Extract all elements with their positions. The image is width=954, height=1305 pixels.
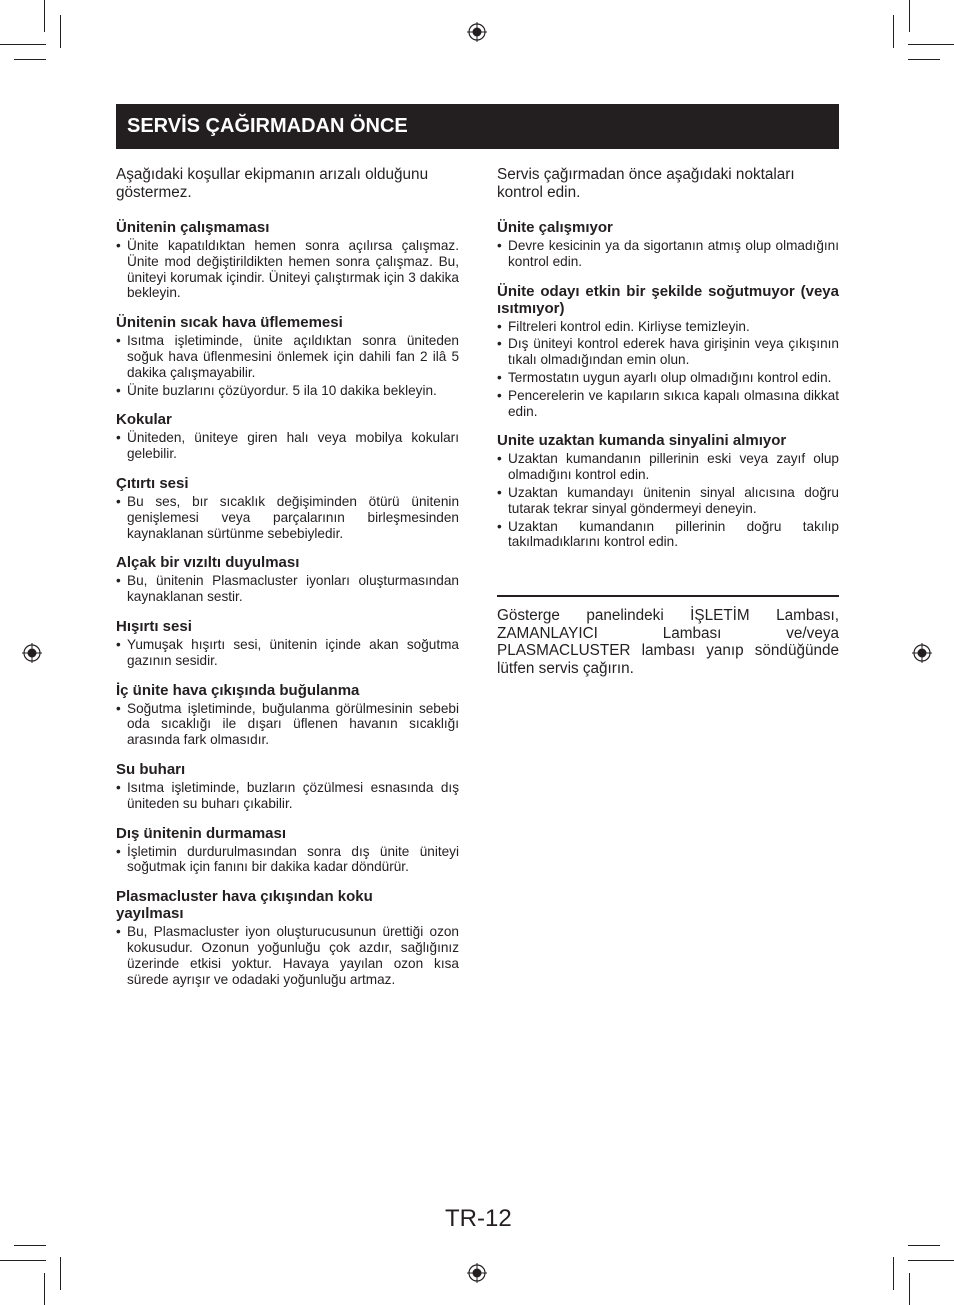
list-item bbox=[497, 319, 839, 335]
right-intro: Servis çağırmadan önce aşağıdaki noktaları kontrol edin. bbox=[497, 166, 795, 201]
bullet: • bbox=[116, 493, 121, 509]
crop-mark bbox=[909, 0, 910, 32]
trouble-section bbox=[116, 475, 459, 541]
crop-mark bbox=[908, 59, 940, 60]
section-title: Kokular bbox=[116, 411, 172, 429]
bullet-list bbox=[116, 780, 459, 812]
section-title: Çıtırtı sesi bbox=[116, 474, 189, 492]
list-item bbox=[116, 333, 459, 380]
crop-mark bbox=[0, 44, 46, 45]
crop-mark bbox=[0, 1260, 46, 1261]
crop-mark bbox=[893, 15, 894, 48]
list-item-text: Ünite kapatıldıktan hemen sonra açılırsa çalışmaz. Ünite mod değiştirildikten hemen sonra çalışmaz. Bu, üniteyi korumak içindir. Üniteyi çalıştırmak için 3 dakika bekleyin. bbox=[127, 238, 459, 301]
crop-mark bbox=[14, 1245, 46, 1246]
bullet: • bbox=[116, 924, 121, 940]
section-title: Su buharı bbox=[116, 760, 186, 778]
section-title: Ünite çalışmıyor bbox=[497, 219, 613, 236]
list-item-text: Soğutma işletiminde, buğulanma görülmesinin sebebi oda sıcaklığı ile dışarı üflenen havanın sıcaklığı arasında fark olmasıdır. bbox=[127, 700, 459, 748]
list-item-text: Uzaktan kumandanın pillerinin doğru takılıp takılmadıklarını kontrol edin. bbox=[508, 518, 839, 550]
bullet: • bbox=[116, 382, 121, 398]
list-item-text: Isıtma işletiminde, buzların çözülmesi esnasında dış üniteden su buharı çıkabilir. bbox=[127, 779, 459, 811]
crop-mark bbox=[908, 1260, 954, 1261]
list-item-text: Bu ses, bır sıcaklık değişiminden ötürü ünitenin genişlemesi veya parçalarının birleşmesinden kaynaklanan sürtünme sebebiyledir. bbox=[127, 493, 459, 541]
list-item-text: Devre kesicinin ya da sigortanın atmış olup olmadığını kontrol edin. bbox=[508, 238, 839, 269]
list-item-text: Termostatın uygun ayarlı olup olmadığını kontrol edin. bbox=[508, 369, 832, 385]
crop-mark bbox=[14, 59, 46, 60]
section-title: Plasmacluster hava çıkışından koku yayılması bbox=[116, 888, 373, 923]
trouble-section bbox=[116, 411, 459, 462]
list-item-text: Ünite buzlarını çözüyordur. 5 ila 10 dakika bekleyin. bbox=[127, 382, 437, 398]
bullet: • bbox=[116, 700, 121, 716]
section-title: Unite uzaktan kumanda sinyalini almıyor bbox=[497, 432, 787, 450]
trouble-section bbox=[116, 888, 459, 987]
bullet-list bbox=[497, 238, 839, 270]
page-number: TR-12 bbox=[445, 1205, 512, 1232]
list-item-text: Yumuşak hışırtı sesi, ünitenin içinde akan soğutma gazının sesidir. bbox=[127, 636, 459, 668]
registration-mark-icon bbox=[22, 643, 42, 663]
service-note: Gösterge panelindeki İŞLETİM Lambası, ZAMANLAYICI Lambası ve/veya PLASMACLUSTER lambası yanıp söndüğünde lütfen servis çağırın. bbox=[497, 607, 839, 677]
list-item bbox=[497, 451, 839, 483]
trouble-section bbox=[116, 761, 459, 812]
bullet: • bbox=[497, 518, 502, 534]
trouble-section bbox=[116, 682, 459, 748]
list-item bbox=[116, 780, 459, 812]
list-item bbox=[116, 637, 459, 669]
bullet: • bbox=[116, 573, 121, 589]
list-item bbox=[116, 430, 459, 462]
bullet-list bbox=[116, 573, 459, 605]
list-item bbox=[497, 238, 839, 270]
crop-mark bbox=[60, 1257, 61, 1290]
list-item bbox=[116, 383, 459, 399]
check-section bbox=[497, 219, 839, 270]
list-item bbox=[116, 844, 459, 876]
bullet: • bbox=[497, 369, 502, 385]
list-item bbox=[116, 573, 459, 605]
bullet-list bbox=[116, 238, 459, 301]
bullet: • bbox=[497, 318, 502, 334]
list-item-text: Uzaktan kumandayı ünitenin sinyal alıcısına doğru tutarak tekrar sinyal göndermeyi deneyin. bbox=[508, 484, 839, 516]
bullet: • bbox=[116, 333, 121, 349]
list-item bbox=[116, 701, 459, 748]
list-item bbox=[497, 336, 839, 368]
list-item-text: Pencerelerin ve kapıların sıkıca kapalı olmasına dikkat edin. bbox=[508, 387, 839, 419]
bullet-list bbox=[116, 701, 459, 748]
bullet: • bbox=[116, 238, 121, 253]
bullet-list bbox=[116, 637, 459, 669]
divider bbox=[497, 595, 839, 597]
page-title: SERVİS ÇAĞIRMADAN ÖNCE bbox=[127, 115, 408, 137]
bullet-list bbox=[116, 924, 459, 987]
bullet: • bbox=[116, 843, 121, 859]
section-title: Ünitenin çalışmaması bbox=[116, 219, 270, 236]
trouble-section bbox=[116, 554, 459, 605]
list-item-text: Uzaktan kumandanın pillerinin eski veya zayıf olup olmadığını kontrol edin. bbox=[508, 451, 839, 483]
crop-mark bbox=[44, 0, 45, 32]
bullet-list bbox=[116, 430, 459, 462]
crop-mark bbox=[908, 1245, 940, 1246]
bullet: • bbox=[497, 336, 502, 352]
bullet: • bbox=[497, 484, 502, 500]
section-title: Ünite odayı etkin bir şekilde soğutmuyor (veya ısıtmıyor) bbox=[497, 282, 839, 317]
registration-mark-icon bbox=[467, 1263, 487, 1283]
section-title: Hışırtı sesi bbox=[116, 617, 192, 635]
list-item bbox=[497, 519, 839, 551]
section-header bbox=[116, 104, 839, 149]
bullet-list bbox=[497, 451, 839, 550]
left-column bbox=[116, 166, 459, 1000]
bullet-list bbox=[497, 319, 839, 420]
list-item-text: Bu, ünitenin Plasmacluster iyonları oluşturmasından kaynaklanan sestir. bbox=[127, 573, 459, 605]
list-item-text: Üniteden, üniteye giren halı veya mobilya kokuları gelebilir. bbox=[127, 430, 459, 462]
bullet-list bbox=[116, 494, 459, 541]
check-section bbox=[497, 283, 839, 420]
list-item bbox=[497, 370, 839, 386]
right-column bbox=[497, 166, 839, 677]
bullet: • bbox=[497, 451, 502, 467]
list-item-text: Isıtma işletiminde, ünite açıldıktan sonra üniteden soğuk hava üflenmesini önlemek için dahili fan 2 ilâ 5 dakika çalışmayabilir. bbox=[127, 333, 459, 380]
crop-mark bbox=[44, 1273, 45, 1305]
bullet: • bbox=[116, 430, 121, 446]
bullet: • bbox=[116, 636, 121, 652]
crop-mark bbox=[60, 15, 61, 48]
list-item bbox=[497, 485, 839, 517]
trouble-section bbox=[116, 219, 459, 301]
list-item bbox=[116, 924, 459, 987]
section-title: İç ünite hava çıkışında buğulanma bbox=[116, 681, 360, 699]
registration-mark-icon bbox=[467, 22, 487, 42]
list-item bbox=[116, 238, 459, 301]
registration-mark-icon bbox=[912, 643, 932, 663]
trouble-section bbox=[116, 618, 459, 669]
crop-mark bbox=[909, 1273, 910, 1305]
list-item-text: İşletimin durdurulmasından sonra dış ünite üniteyi soğutmak için fanını bir dakika kadar döndürür. bbox=[127, 843, 459, 875]
list-item-text: Dış üniteyi kontrol ederek hava girişinin veya çıkışının tıkalı olmadığından emin olun. bbox=[508, 336, 839, 368]
section-title: Alçak bir vızıltı duyulması bbox=[116, 554, 300, 572]
list-item bbox=[497, 388, 839, 420]
list-item-text: Bu, Plasmacluster iyon oluşturucusunun ürettiği ozon kokusudur. Ozonun yoğunluğu çok azdır, sağlığınız üzerinde etkisi yoktur. Havaya yayılan ozon kısa sürede ayrışır ve odadaki yoğunluğu artmaz. bbox=[127, 924, 459, 987]
left-intro: Aşağıdaki koşullar ekipmanın arızalı olduğunu göstermez. bbox=[116, 166, 429, 201]
bullet: • bbox=[497, 387, 502, 403]
trouble-section bbox=[116, 825, 459, 876]
list-item-text: Filtreleri kontrol edin. Kirliyse temizleyin. bbox=[508, 318, 750, 334]
trouble-section bbox=[116, 314, 459, 398]
bullet: • bbox=[116, 779, 121, 795]
check-section bbox=[497, 432, 839, 550]
crop-mark bbox=[893, 1257, 894, 1290]
bullet-list bbox=[116, 333, 459, 398]
bullet-list bbox=[116, 844, 459, 876]
bullet: • bbox=[497, 238, 502, 253]
section-title: Ünitenin sıcak hava üflememesi bbox=[116, 314, 343, 332]
crop-mark bbox=[908, 44, 954, 45]
section-title: Dış ünitenin durmaması bbox=[116, 824, 287, 842]
list-item bbox=[116, 494, 459, 541]
